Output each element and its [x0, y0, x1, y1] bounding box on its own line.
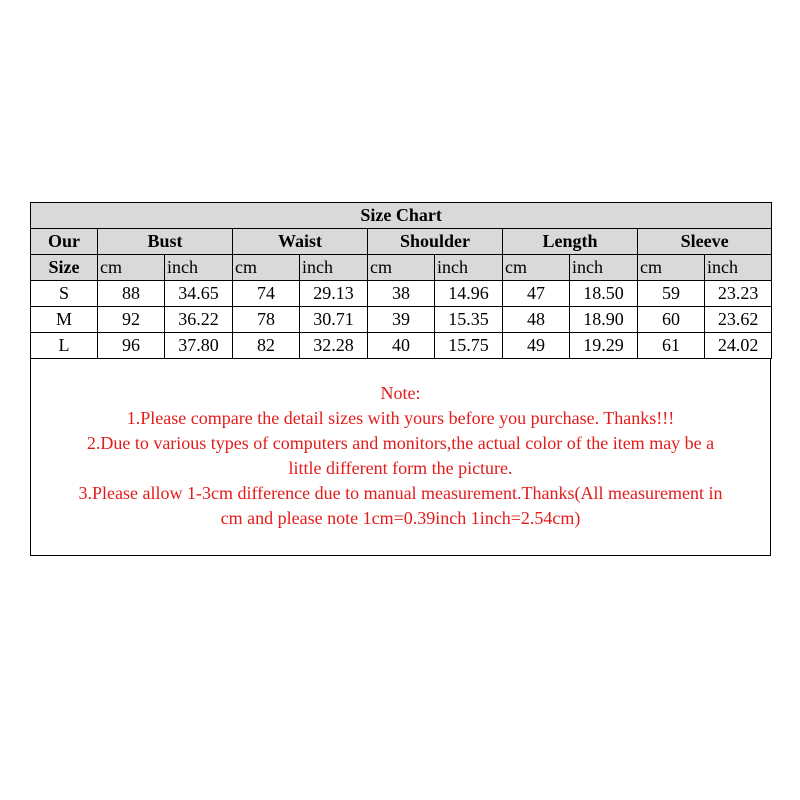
unit-cm: cm — [638, 255, 705, 281]
table-cell: 59 — [638, 281, 705, 307]
table-cell: 34.65 — [165, 281, 233, 307]
table-row — [31, 333, 772, 359]
size-header-top: Our — [31, 229, 98, 255]
table-row — [31, 307, 772, 333]
table-cell: 19.29 — [570, 333, 638, 359]
group-header-bust: Bust — [98, 229, 233, 255]
table-cell: 49 — [503, 333, 570, 359]
unit-cm: cm — [368, 255, 435, 281]
unit-cm: cm — [98, 255, 165, 281]
size-table — [30, 202, 772, 359]
table-cell: 32.28 — [300, 333, 368, 359]
group-header-shoulder: Shoulder — [368, 229, 503, 255]
size-header-bottom: Size — [31, 255, 98, 281]
table-cell: 18.90 — [570, 307, 638, 333]
notes-content — [31, 359, 770, 531]
group-header-row — [31, 229, 772, 255]
note-line: 3.Please allow 1-3cm difference due to manual measurement.Thanks(All measurement in — [78, 483, 723, 503]
table-cell: 36.22 — [165, 307, 233, 333]
unit-cm: cm — [233, 255, 300, 281]
unit-cm: cm — [503, 255, 570, 281]
note-line: 2.Due to various types of computers and monitors,the actual color of the item may be a — [86, 433, 715, 453]
unit-inch: inch — [300, 255, 368, 281]
table-cell: 40 — [368, 333, 435, 359]
chart-title: Size Chart — [31, 203, 772, 229]
size-chart — [30, 202, 771, 556]
table-cell: 61 — [638, 333, 705, 359]
title-row — [31, 203, 772, 229]
unit-inch: inch — [435, 255, 503, 281]
unit-inch: inch — [570, 255, 638, 281]
table-cell: 78 — [233, 307, 300, 333]
table-cell: 48 — [503, 307, 570, 333]
notes-heading: Note: — [380, 383, 421, 403]
unit-inch: inch — [165, 255, 233, 281]
group-header-length: Length — [503, 229, 638, 255]
note-line: cm and please note 1cm=0.39inch 1inch=2.54cm) — [220, 508, 581, 528]
table-cell: 23.23 — [705, 281, 772, 307]
table-cell: 14.96 — [435, 281, 503, 307]
note-line: 1.Please compare the detail sizes with yours before you purchase. Thanks!!! — [126, 408, 675, 428]
table-cell: 92 — [98, 307, 165, 333]
size-label: S — [31, 281, 98, 307]
table-cell: 15.75 — [435, 333, 503, 359]
size-label: L — [31, 333, 98, 359]
notes-box — [30, 359, 771, 556]
group-header-waist: Waist — [233, 229, 368, 255]
table-cell: 74 — [233, 281, 300, 307]
table-cell: 30.71 — [300, 307, 368, 333]
table-cell: 23.62 — [705, 307, 772, 333]
table-cell: 38 — [368, 281, 435, 307]
unit-inch: inch — [705, 255, 772, 281]
table-cell: 18.50 — [570, 281, 638, 307]
table-cell: 29.13 — [300, 281, 368, 307]
unit-header-row — [31, 255, 772, 281]
table-cell: 37.80 — [165, 333, 233, 359]
note-line: little different form the picture. — [288, 458, 513, 478]
size-label: M — [31, 307, 98, 333]
table-cell: 88 — [98, 281, 165, 307]
table-cell: 60 — [638, 307, 705, 333]
table-cell: 96 — [98, 333, 165, 359]
table-cell: 24.02 — [705, 333, 772, 359]
table-cell: 39 — [368, 307, 435, 333]
group-header-sleeve: Sleeve — [638, 229, 772, 255]
table-cell: 82 — [233, 333, 300, 359]
table-row — [31, 281, 772, 307]
table-cell: 47 — [503, 281, 570, 307]
table-cell: 15.35 — [435, 307, 503, 333]
